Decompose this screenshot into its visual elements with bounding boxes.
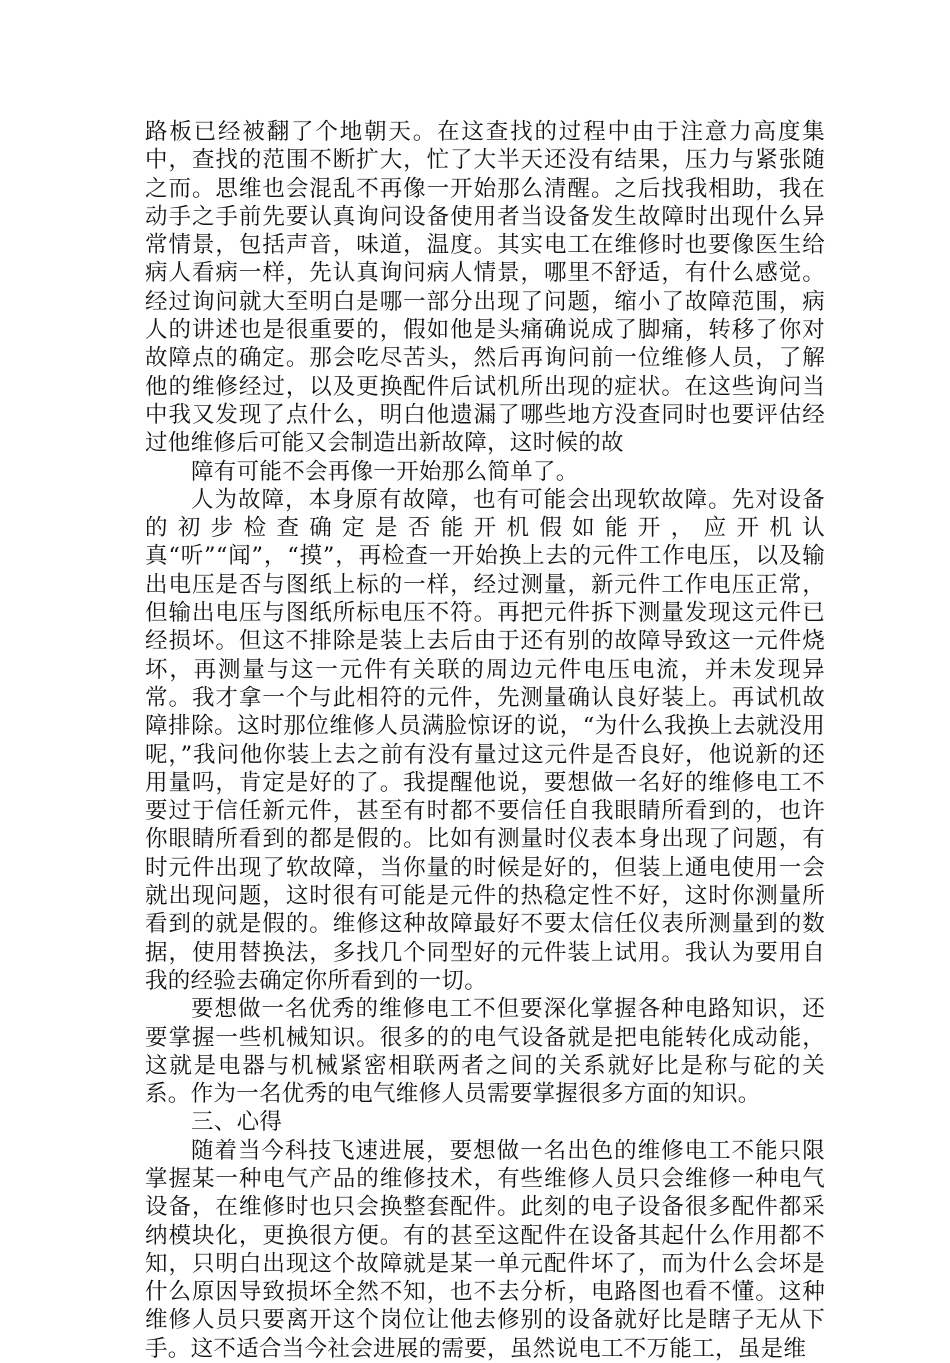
document-body <box>145 118 825 1363</box>
paragraph-4: 要想做一名优秀的维修电工不但要深化掌握各种电路知识，还要掌握一些机械知识。很多的的电气设备就是把电能转化成动能，这就是电器与机械紧密相联两者之间的关系就好比是称与砣的关系。作为一名优秀的电气维修人员需要掌握很多方面的知识。 <box>145 996 825 1108</box>
paragraph-2: 障有可能不会再像一开始那么简单了。 <box>191 458 579 485</box>
paragraph-3: 人为故障，本身原有故障，也有可能会出现软故障。先对设备的初步检查确定是否能开机假如能开，应开机认真“听”“闻”，“摸”，再检查一开始换上去的元件工作电压，以及输出电压是否与图纸上标的一样，经过测量，新元件工作电压正常，但输出电压与图纸所标电压不符。再把元件拆下测量发现这元件已经损坏。但这不排除是装上去后由于还有别的故障导致这一元件烧坏，再测量与这一元件有关联的周边元件电压电流，并未发现异常。我才拿一个与此相符的元件，先测量确认良好装上。再试机故障排除。这时那位维修人员满脸惊讶的说，“为什么我换上去就没用呢，”我问他你装上去之前有没有量过这元件是否良好，他说新的还用量吗，肯定是好的了。我提醒他说，要想做一名好的维修电工不要过于信任新元件，甚至有时都不要信任自我眼睛所看到的，也许你眼睛所看到的都是假的。比如有测量时仪表本身出现了问题，有时元件出现了软故障，当你量的时候是好的，但装上通电使用一会就出现问题，这时很有可能是元件的热稳定性不好，这时你测量所看到的就是假的。维修这种故障最好不要太信任仪表所测量到的数据，使用替换法，多找几个同型好的元件装上试用。我认为要用自我的经验去确定你所看到的一切。 <box>145 486 825 994</box>
paragraph-1: 路板已经被翻了个地朝天。在这查找的过程中由于注意力高度集中，查找的范围不断扩大，忙了大半天还没有结果，压力与紧张随之而。思维也会混乱不再像一开始那么清醒。之后找我相助，我在动手之手前先要认真询问设备使用者当设备发生故障时出现什么异常情景，包括声音，味道，温度。其实电工在维修时也要像医生给病人看病一样，先认真询问病人情景，哪里不舒适，有什么感觉。经过询问就大至明白是哪一部分出现了问题，缩小了故障范围，病人的讲述也是很重要的，假如他是头痛确说成了脚痛，转移了你对故障点的确定。那会吃尽苦头，然后再询问前一位维修人员，了解他的维修经过，以及更换配件后试机所出现的症状。在这些询问当中我又发现了点什么，明白他遗漏了哪些地方没查同时也要评估经过他维修后可能又会制造出新故障，这时候的故 <box>145 119 825 457</box>
paragraph-6: 随着当今科技飞速进展，要想做一名出色的维修电工不能只限掌握某一种电气产品的维修技术，有些维修人员只会维修一种电气设备，在维修时也只会换整套配件。此刻的电子设备很多配件都采纳模块化，更换很方便。有的甚至这配件在设备其起什么作用都不知，只明白出现这个故障就是某一单元配件坏了，而为什么会坏是什么原因导致损坏全然不知，也不去分析，电路图也看不懂。这种维修人员只要离开这个岗位让他去修别的设备就好比是瞎子无从下手。这不适合当今社会进展的需要，虽然说电工不万能工，虽是维 <box>145 1137 825 1362</box>
section-heading-experience: 三、心得 <box>191 1109 283 1136</box>
